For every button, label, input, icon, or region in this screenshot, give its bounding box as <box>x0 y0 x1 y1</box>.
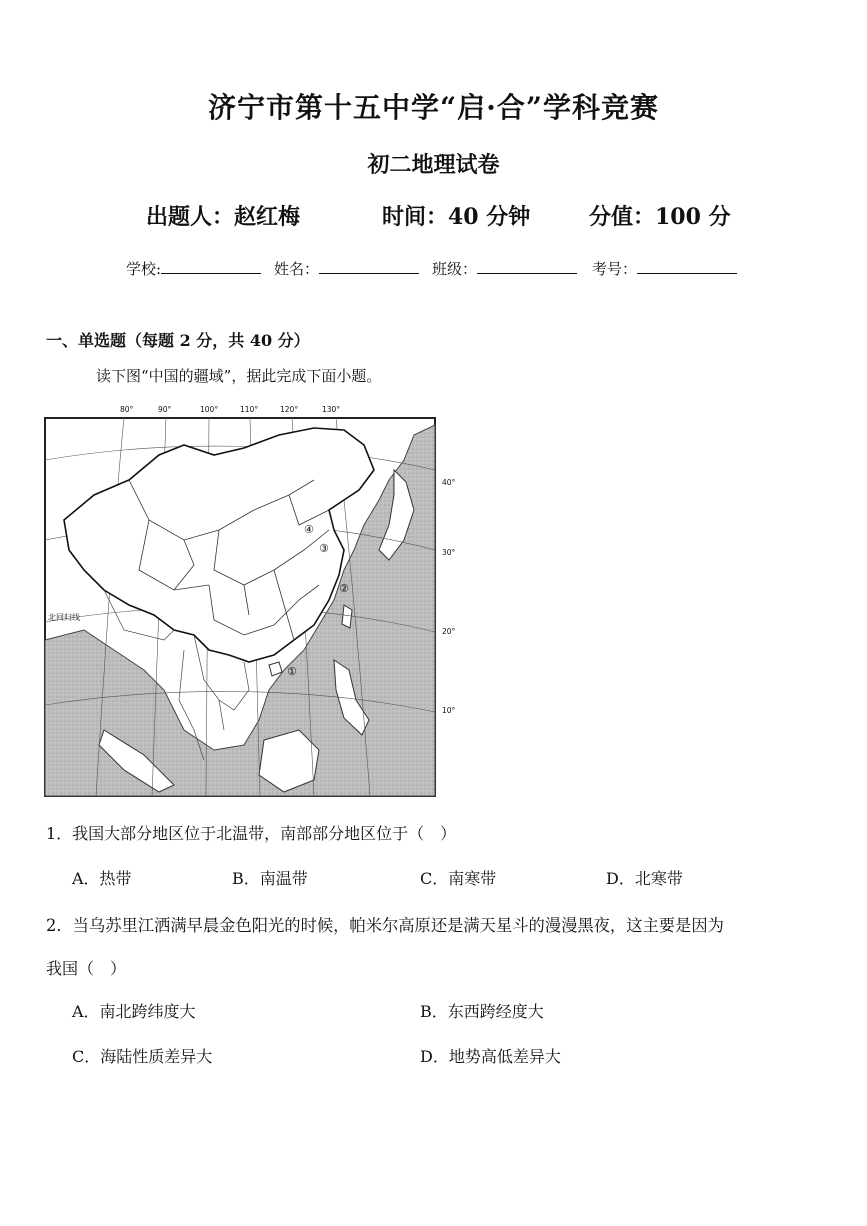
question-2-option-b[interactable]: B．东西跨经度大 <box>420 1002 544 1021</box>
school-label: 学校: <box>126 260 162 278</box>
name-blank[interactable] <box>319 259 419 274</box>
section-instruction: 读下图“中国的疆域”，据此完成下面小题。 <box>96 367 382 385</box>
class-blank[interactable] <box>477 259 577 274</box>
question-1-option-b[interactable]: B．南温带 <box>232 869 308 888</box>
exam-no-field[interactable] <box>592 258 737 279</box>
question-2-option-a[interactable]: A．南北跨纬度大 <box>72 1002 196 1021</box>
time-label: 时间：40 分钟 <box>382 204 531 230</box>
lat-label-20: 20° <box>442 627 456 636</box>
marker-2: ② <box>339 582 349 595</box>
tropic-label: 北回归线 <box>48 613 80 622</box>
school-blank[interactable] <box>161 259 261 274</box>
lon-label-120: 120° <box>280 405 299 414</box>
lon-label-80: 80° <box>120 405 134 414</box>
author-label: 出题人：赵红梅 <box>146 204 301 230</box>
exam-subtitle: 初二地理试卷 <box>367 152 500 178</box>
school-field[interactable] <box>126 258 261 279</box>
section-title: 一、单选题（每题 2 分，共 40 分） <box>46 331 310 350</box>
question-1-option-a[interactable]: A．热带 <box>72 869 132 888</box>
question-2-stem-line2: 我国（ ） <box>46 959 127 978</box>
class-label: 班级： <box>432 260 478 278</box>
lat-label-10: 10° <box>442 706 456 715</box>
lon-label-130: 130° <box>322 405 341 414</box>
question-2-option-c[interactable]: C．海陆性质差异大 <box>72 1047 213 1066</box>
exam-no-label: 考号： <box>592 260 638 278</box>
lon-label-100: 100° <box>200 405 219 414</box>
lat-label-30: 30° <box>442 548 456 557</box>
name-field[interactable] <box>274 258 419 279</box>
question-1-option-c[interactable]: C．南寒带 <box>420 869 497 888</box>
marker-3: ③ <box>319 542 329 555</box>
name-label: 姓名： <box>274 260 320 278</box>
class-field[interactable] <box>432 258 577 279</box>
question-1-option-d[interactable]: D．北寒带 <box>606 869 683 888</box>
exam-no-blank[interactable] <box>637 259 737 274</box>
marker-4: ④ <box>304 523 314 536</box>
score-label: 分值：100 分 <box>589 204 731 230</box>
marker-1: ① <box>287 665 297 678</box>
question-2-stem-line1: 2．当乌苏里江洒满早晨金色阳光的时候，帕米尔高原还是满天星斗的漫漫黑夜，这主要是因为 <box>46 916 724 935</box>
china-territory-map <box>44 400 456 798</box>
question-1-stem: 1．我国大部分地区位于北温带，南部部分地区位于（ ） <box>46 824 457 843</box>
lat-label-40: 40° <box>442 478 456 487</box>
question-2-option-d[interactable]: D．地势高低差异大 <box>420 1047 561 1066</box>
lon-label-90: 90° <box>158 405 172 414</box>
exam-title: 济宁市第十五中学“启·合”学科竞赛 <box>208 91 659 124</box>
lon-label-110: 110° <box>240 405 259 414</box>
